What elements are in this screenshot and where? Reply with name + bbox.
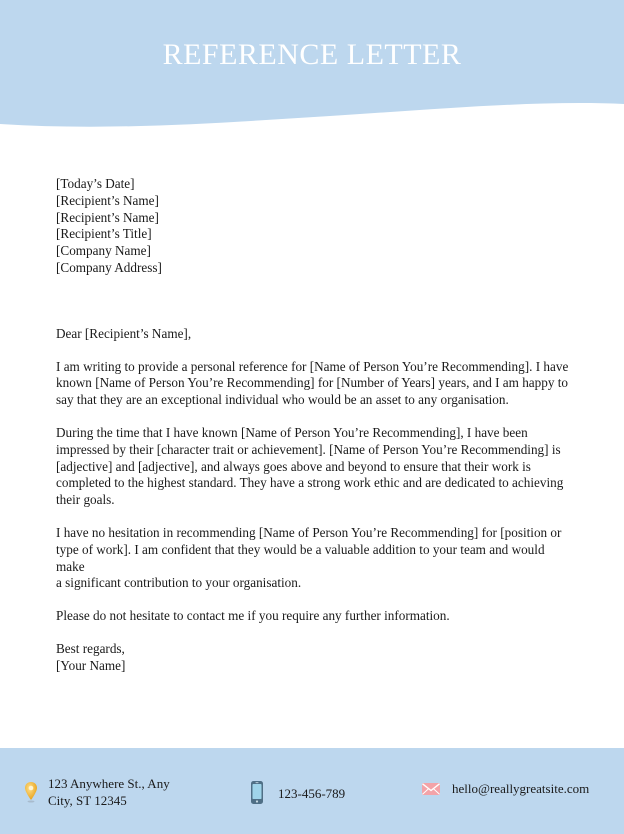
contact-address: [24, 775, 188, 809]
header-banner: [0, 0, 624, 135]
recipient-address-block: [56, 176, 576, 277]
envelope-icon: [421, 781, 441, 797]
contact-phone: [248, 780, 345, 806]
signature-name: [Your Name]: [56, 657, 126, 673]
mobile-phone-icon: [248, 780, 266, 806]
closing-line: Best regards,: [56, 640, 125, 656]
company-name-line: [Company Name]: [56, 243, 151, 259]
letter-body: [56, 176, 576, 675]
closing-block: [56, 641, 576, 675]
body-paragraph: During the time that I have known [Name of Person You’re Recommending], I have been impressed by their [character trait or achievement]. [Name of Person You’re Recommending] is [adjective] and [adjective], and always goes above and beyond to ensure that their work is completed to the highest standard. They have a strong work ethic and are dedicated to achieving their goals.: [56, 424, 564, 508]
phone-text: 123-456-789: [278, 785, 346, 801]
recipient-name-line: [Recipient’s Name]: [56, 209, 159, 225]
recipient-name-line: [Recipient’s Name]: [56, 192, 159, 208]
location-pin-icon: [24, 781, 38, 803]
recipient-title-line: [Recipient’s Title]: [56, 226, 152, 242]
address-text: 123 Anywhere St., Any City, ST 12345: [48, 776, 170, 808]
email-text: hello@reallygreatsite.com: [452, 781, 590, 796]
date-line: [Today’s Date]: [56, 176, 135, 191]
page-title: REFERENCE LETTER: [162, 38, 462, 71]
body-paragraph: I have no hesitation in recommending [Name of Person You’re Recommending] for [position or type of work]. I am confident that they would be a valuable addition to your team and would make a significant contribution to your organisation.: [56, 524, 562, 591]
footer-contact-bar: [0, 748, 624, 834]
body-paragraph: I am writing to provide a personal reference for [Name of Person You’re Recommending]. I have known [Name of Person You’re Recommending] for [Number of Years] years, and I am happy to say that they are an exceptional individual who would be an asset to any organisation.: [56, 358, 569, 408]
body-paragraph: Please do not hesitate to contact me if you require any further information.: [56, 608, 450, 624]
contact-email: [421, 780, 589, 797]
salutation: Dear [Recipient’s Name],: [56, 325, 192, 341]
company-address-line: [Company Address]: [56, 259, 162, 275]
